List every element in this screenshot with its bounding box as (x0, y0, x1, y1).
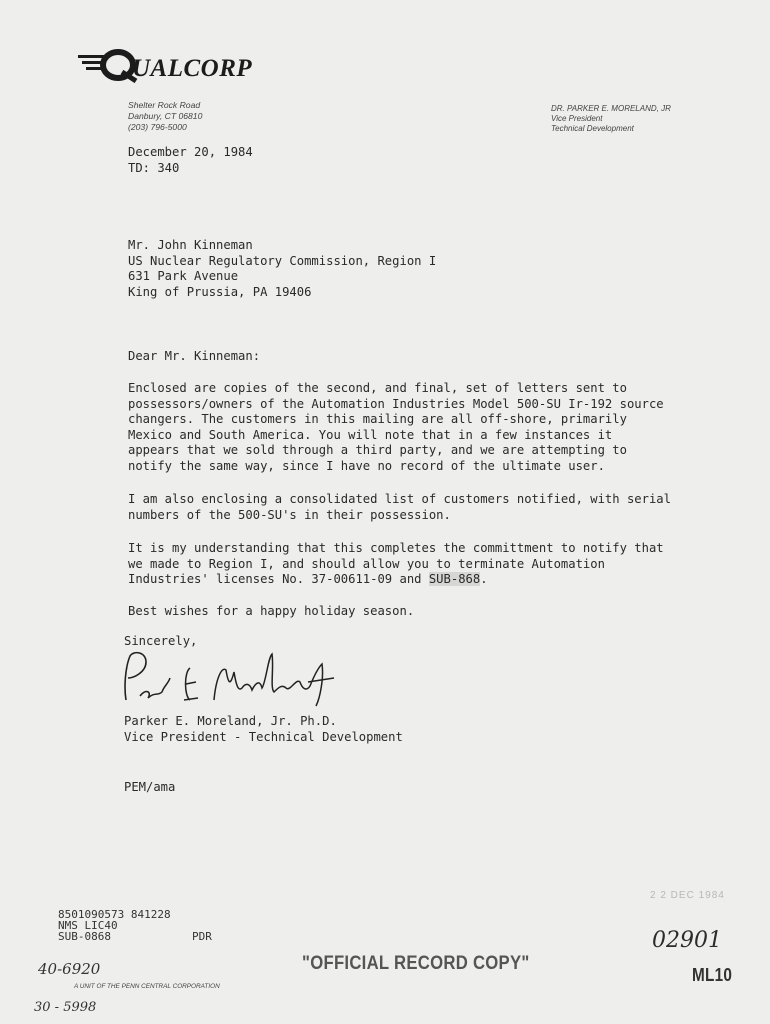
letter-meta (128, 145, 253, 176)
ml-code: ML10 (692, 965, 733, 985)
received-date-stamp: 2 2 DEC 1984 (650, 890, 725, 901)
company-logo (78, 47, 278, 83)
docket-stamp (58, 909, 171, 942)
signer-name: Parker E. Moreland, Jr. Ph.D. (124, 714, 337, 728)
body-paragraph-1: Enclosed are copies of the second, and final, set of letters sent to possessors/owners of the Automation Industries Model 500-SU Ir-192 source changers. The customers in this mailing are all off-shore, primarily Mexico and South America. You will note that in a few instances it appears that we sold through a third party, and we are attempting to notify the same way, since I have no record of the ultimate user. (128, 381, 664, 473)
address-line: Shelter Rock Road (128, 100, 201, 110)
signer-title: Vice President - Technical Development (124, 729, 403, 744)
license-number-highlight: SUB-868 (428, 572, 481, 586)
handwritten-docket-3: 02901 (652, 928, 722, 953)
body-paragraph-2: I am also enclosing a consolidated list of customers notified, with serial numbers of the 500-SU's in their possession. (128, 492, 671, 522)
sender-header (551, 104, 671, 134)
company-address (128, 100, 202, 133)
sender-header-title: Vice President (551, 114, 603, 123)
sender-header-name: DR. PARKER E. MORELAND, JR (551, 104, 671, 113)
reference-number: TD: 340 (128, 160, 180, 175)
docket-sub: SUB-0868 (58, 930, 111, 943)
typist-initials: PEM/ama (124, 780, 176, 794)
sender-header-department: Technical Development (551, 124, 634, 133)
recipient-organization: US Nuclear Regulatory Commission, Region I (128, 253, 437, 268)
docket-number: 8501090573 841228 (58, 908, 171, 921)
body-paragraph-3 (128, 541, 664, 588)
handwritten-signature (118, 648, 348, 710)
recipient-name: Mr. John Kinneman (128, 238, 253, 252)
letter-date: December 20, 1984 (128, 145, 253, 159)
handwritten-docket-1: 40-6920 (38, 960, 101, 978)
address-line: Danbury, CT 06810 (128, 111, 203, 121)
docket-code: NMS LIC40 (58, 919, 118, 932)
paragraph-end: . (480, 572, 488, 586)
parent-company-line: A UNIT OF THE PENN CENTRAL CORPORATION (74, 983, 220, 990)
recipient-street: 631 Park Avenue (128, 269, 239, 283)
official-record-copy-stamp: "OFFICIAL RECORD COPY" (302, 953, 530, 974)
salutation: Dear Mr. Kinneman: (128, 349, 261, 363)
pdr-label: PDR (192, 930, 212, 943)
company-name: UALCORP (132, 55, 253, 82)
recipient-city: King of Prussia, PA 19406 (128, 284, 312, 299)
closing: Sincerely, (124, 634, 198, 648)
recipient-address (128, 238, 436, 300)
qualcorp-logo-icon (78, 47, 140, 83)
paragraph-text: It is my understanding that this completes the committment to notify that we made to Region I, and should allow you to terminate Automation Industries' licenses No. 37-00611-09 and (128, 541, 664, 586)
handwritten-docket-2: 30 - 5998 (34, 1000, 97, 1015)
phone-line: (203) 796-5000 (128, 122, 187, 132)
body-paragraph-4: Best wishes for a happy holiday season. (128, 604, 415, 618)
signer-block (124, 714, 403, 745)
